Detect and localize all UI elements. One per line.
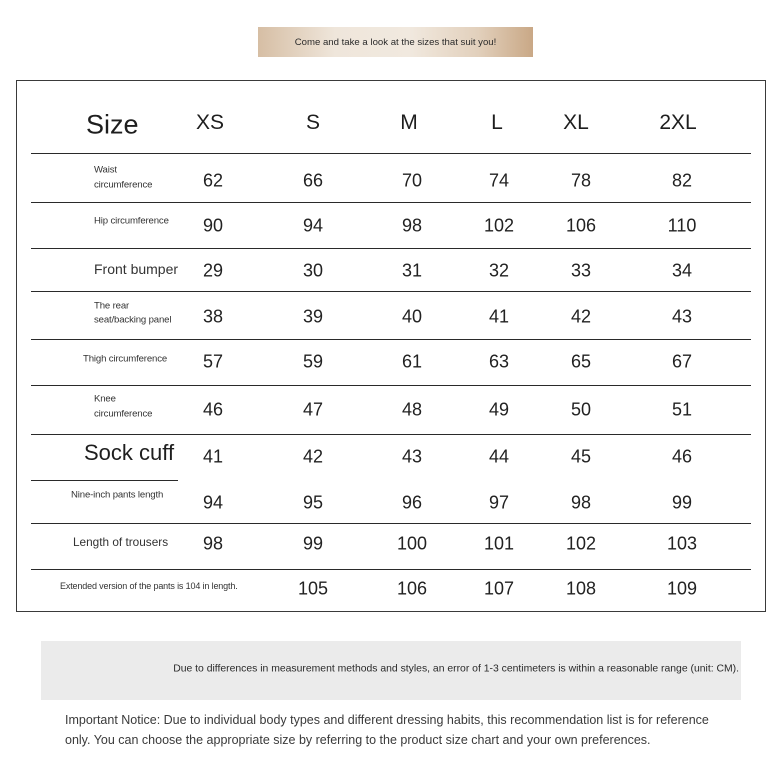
thigh-m-value: 61 xyxy=(401,351,423,372)
sock-cuff-xs-value: 41 xyxy=(202,446,224,467)
knee-s-value: 47 xyxy=(302,399,324,420)
nine-inch-length-xl-value: 98 xyxy=(570,492,592,513)
nine-inch-length-m-value: 96 xyxy=(401,492,423,513)
waist-2xl-value: 82 xyxy=(671,170,693,191)
sock-cuff-xl-value: 45 xyxy=(570,446,592,467)
trouser-length-xs-value: 98 xyxy=(202,533,224,554)
extended-length-m-value: 106 xyxy=(396,578,428,599)
knee-l-value: 49 xyxy=(488,399,510,420)
row-label-knee-line1: Knee xyxy=(94,393,116,405)
sock-cuff-2xl-value: 46 xyxy=(671,446,693,467)
banner-text: Come and take a look at the sizes that suit you! xyxy=(294,36,497,48)
row-label-extended-length: Extended version of the pants is 104 in length. xyxy=(60,581,238,591)
waist-m-value: 70 xyxy=(401,170,423,191)
size-header-s: S xyxy=(305,111,321,134)
nine-inch-length-s-value: 95 xyxy=(302,492,324,513)
row-label-rear-line1: The rear xyxy=(94,300,130,312)
hip-m-value: 98 xyxy=(401,215,423,236)
sock-cuff-l-value: 44 xyxy=(488,446,510,467)
row-label-waist-line1: Waist xyxy=(94,164,117,176)
hip-2xl-value: 110 xyxy=(667,215,697,236)
thigh-xl-value: 65 xyxy=(570,351,592,372)
knee-2xl-value: 51 xyxy=(671,399,693,420)
size-header-l: L xyxy=(491,111,503,134)
front-bumper-s-value: 30 xyxy=(302,260,324,281)
sock-cuff-m-value: 43 xyxy=(401,446,423,467)
size-header-xl: XL xyxy=(563,111,589,134)
rear-seat-l-value: 41 xyxy=(488,306,510,327)
front-bumper-m-value: 31 xyxy=(401,260,423,281)
waist-s-value: 66 xyxy=(302,170,324,191)
size-table-frame xyxy=(16,80,766,612)
table-divider xyxy=(31,153,751,154)
hip-xs-value: 90 xyxy=(202,215,224,236)
waist-l-value: 74 xyxy=(488,170,510,191)
trouser-length-l-value: 101 xyxy=(483,533,515,554)
nine-inch-length-xs-value: 94 xyxy=(202,492,224,513)
thigh-l-value: 63 xyxy=(488,351,510,372)
size-header-m: M xyxy=(400,111,418,134)
rear-seat-xl-value: 42 xyxy=(570,306,592,327)
knee-m-value: 48 xyxy=(401,399,423,420)
row-label-thigh: Thigh circumference xyxy=(83,353,168,365)
extended-length-xl-value: 108 xyxy=(565,578,597,599)
knee-xl-value: 50 xyxy=(570,399,592,420)
extended-length-s-value: 105 xyxy=(297,578,329,599)
waist-xl-value: 78 xyxy=(570,170,592,191)
thigh-xs-value: 57 xyxy=(202,351,224,372)
row-label-hip: Hip circumference xyxy=(94,215,169,227)
trouser-length-2xl-value: 103 xyxy=(666,533,698,554)
table-divider xyxy=(31,339,751,340)
row-label-rear-line2: seat/backing panel xyxy=(94,314,172,326)
table-divider xyxy=(31,385,751,386)
nine-inch-length-l-value: 97 xyxy=(488,492,510,513)
sock-cuff-s-value: 42 xyxy=(302,446,324,467)
rear-seat-m-value: 40 xyxy=(401,306,423,327)
rear-seat-s-value: 39 xyxy=(302,306,324,327)
table-divider xyxy=(31,248,751,249)
size-header-label: Size xyxy=(86,109,139,140)
row-label-knee-line2: circumference xyxy=(94,408,153,420)
table-divider xyxy=(31,523,751,524)
important-notice: Important Notice: Due to individual body types and different dressing habits, this recommendation list is for reference only. You can choose the appropriate size by referring to the product size chart and your own preferences. xyxy=(65,713,709,747)
waist-xs-value: 62 xyxy=(202,170,224,191)
hip-xl-value: 106 xyxy=(565,215,597,236)
size-header-xs: XS xyxy=(195,111,225,134)
thigh-2xl-value: 67 xyxy=(671,351,693,372)
thigh-s-value: 59 xyxy=(302,351,324,372)
front-bumper-2xl-value: 34 xyxy=(671,260,693,281)
extended-length-l-value: 107 xyxy=(483,578,515,599)
trouser-length-xl-value: 102 xyxy=(565,533,597,554)
title-banner xyxy=(258,27,533,57)
rear-seat-2xl-value: 43 xyxy=(671,306,693,327)
table-divider-partial xyxy=(31,480,178,481)
nine-inch-length-2xl-value: 99 xyxy=(671,492,693,513)
front-bumper-l-value: 32 xyxy=(488,260,510,281)
trouser-length-m-value: 100 xyxy=(396,533,428,554)
front-bumper-xs-value: 29 xyxy=(202,260,224,281)
table-divider xyxy=(31,569,751,570)
trouser-length-s-value: 99 xyxy=(302,533,324,554)
row-label-waist-line2: circumference xyxy=(94,179,153,191)
row-label-nine-inch-length: Nine-inch pants length xyxy=(71,489,164,501)
table-divider xyxy=(31,291,751,292)
row-label-front-bumper: Front bumper xyxy=(94,261,179,277)
hip-l-value: 102 xyxy=(483,215,515,236)
knee-xs-value: 46 xyxy=(202,399,224,420)
table-divider xyxy=(31,434,751,435)
hip-s-value: 94 xyxy=(302,215,324,236)
front-bumper-xl-value: 33 xyxy=(570,260,592,281)
row-label-trouser-length: Length of trousers xyxy=(73,535,169,549)
rear-seat-xs-value: 38 xyxy=(202,306,224,327)
size-header-2xl: 2XL xyxy=(659,111,697,134)
measurement-disclaimer: Due to differences in measurement methods and styles, an error of 1-3 centimeters is within a reasonable range (unit: CM). xyxy=(173,663,739,675)
extended-length-2xl-value: 109 xyxy=(666,578,698,599)
row-label-sock-cuff: Sock cuff xyxy=(84,440,175,465)
table-divider xyxy=(31,202,751,203)
